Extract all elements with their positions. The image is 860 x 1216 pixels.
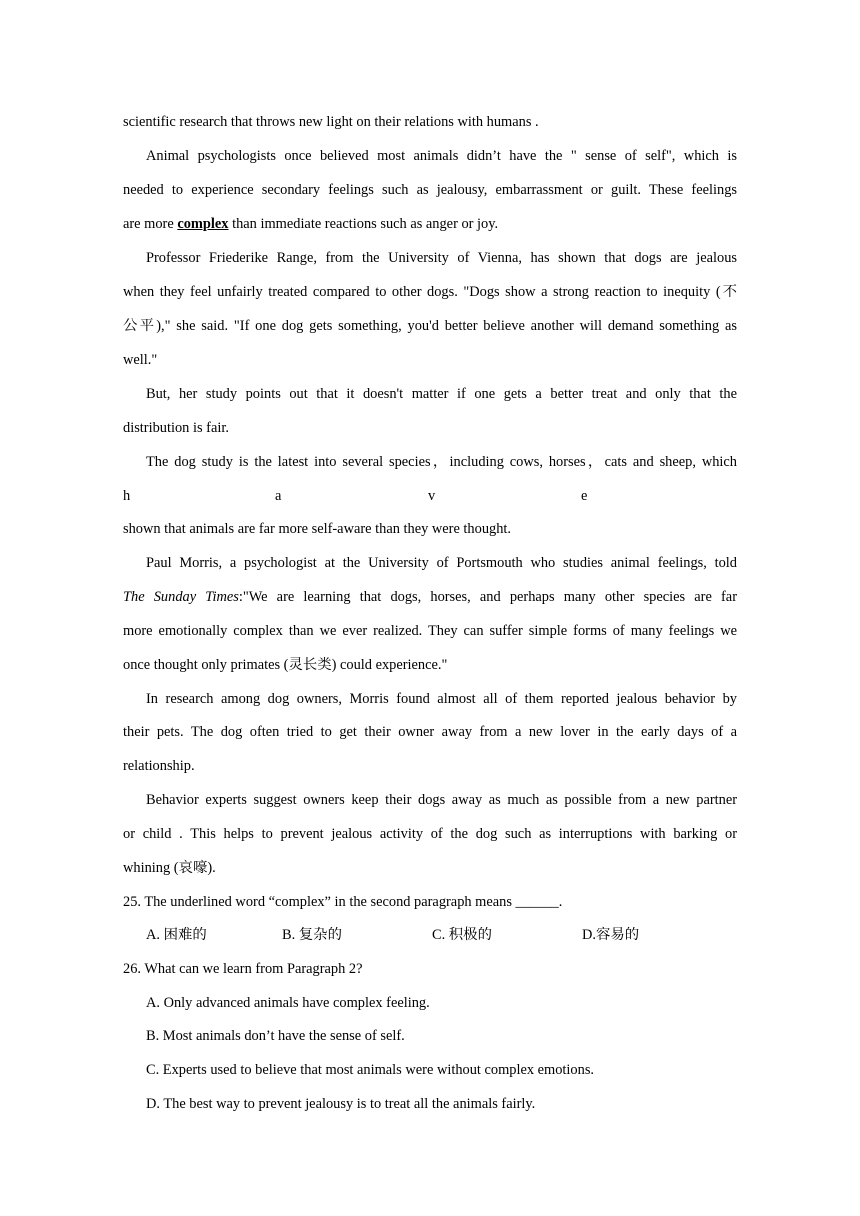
p2-line (123, 207, 737, 241)
spread-letter: e (581, 488, 588, 504)
p5-line: The dog study is the latest into several species，including cows, horses，cats and sheep, which (146, 454, 737, 470)
p4-line: But, her study points out that it doesn't matter if one gets a better treat and only that the (146, 386, 737, 402)
spread-letter: a (275, 488, 282, 504)
publication-title: The Sunday Times (123, 589, 239, 605)
p2-line: needed to experience secondary feelings such as jealousy, embarrassment or guilt. These feelings (123, 182, 737, 198)
p6-line: once thought only primates (灵长类) could experience." (123, 657, 448, 673)
p8-line: or child . This helps to prevent jealous activity of the dog such as interruptions with barking or (123, 826, 737, 842)
p7-line: their pets. The dog often tried to get their owner away from a new lover in the early days of a (123, 724, 737, 740)
option-c: C. Experts used to believe that most animals were without complex emotions. (146, 1062, 595, 1078)
p6-line (123, 580, 737, 614)
option-c: C. 积极的 (432, 927, 492, 943)
p2-text: than immediate reactions such as anger or joy. (228, 216, 499, 232)
p8-line: whining (哀嚎). (123, 860, 216, 876)
p3-line: well." (123, 352, 158, 368)
option-b: B. Most animals don’t have the sense of self. (146, 1028, 405, 1044)
option-a: A. 困难的 (146, 927, 207, 943)
p4-line: distribution is fair. (123, 420, 229, 436)
p1-line: scientific research that throws new light on their relations with humans . (123, 114, 539, 130)
p7-line: In research among dog owners, Morris found almost all of them reported jealous behavior by (146, 691, 737, 707)
p2-line: Animal psychologists once believed most animals didn’t have the " sense of self", which is (146, 148, 737, 164)
spread-letter: h (123, 488, 131, 504)
p5-line: shown that animals are far more self-aware than they were thought. (123, 521, 511, 537)
spread-letter: v (428, 488, 436, 504)
p2-text: are more (123, 216, 178, 232)
p7-line: relationship. (123, 758, 195, 774)
option-a: A. Only advanced animals have complex feeling. (146, 995, 430, 1011)
question-26: 26. What can we learn from Paragraph 2? (123, 961, 363, 977)
p6-text: :"We are learning that dogs, horses, and perhaps many other species are far (238, 589, 737, 605)
p3-line: 公平)," she said. "If one dog gets something, you'd better believe another will demand something as (123, 318, 737, 334)
option-d: D.容易的 (582, 927, 640, 943)
p3-line: when they feel unfairly treated compared to other dogs. "Dogs show a strong reaction to inequity (不 (123, 284, 737, 300)
question-25: 25. The underlined word “complex” in the second paragraph means ______. (123, 894, 563, 910)
p3-line: Professor Friederike Range, from the University of Vienna, has shown that dogs are jealous (146, 250, 737, 266)
option-b: B. 复杂的 (282, 927, 342, 943)
underlined-word-complex: complex (177, 216, 229, 232)
p6-line: more emotionally complex than we ever realized. They can suffer simple forms of many feelings we (123, 623, 737, 639)
p8-line: Behavior experts suggest owners keep their dogs away as much as possible from a new partner (146, 792, 737, 808)
option-d: D. The best way to prevent jealousy is to treat all the animals fairly. (146, 1096, 536, 1112)
p6-line: Paul Morris, a psychologist at the University of Portsmouth who studies animal feelings, told (146, 555, 737, 571)
